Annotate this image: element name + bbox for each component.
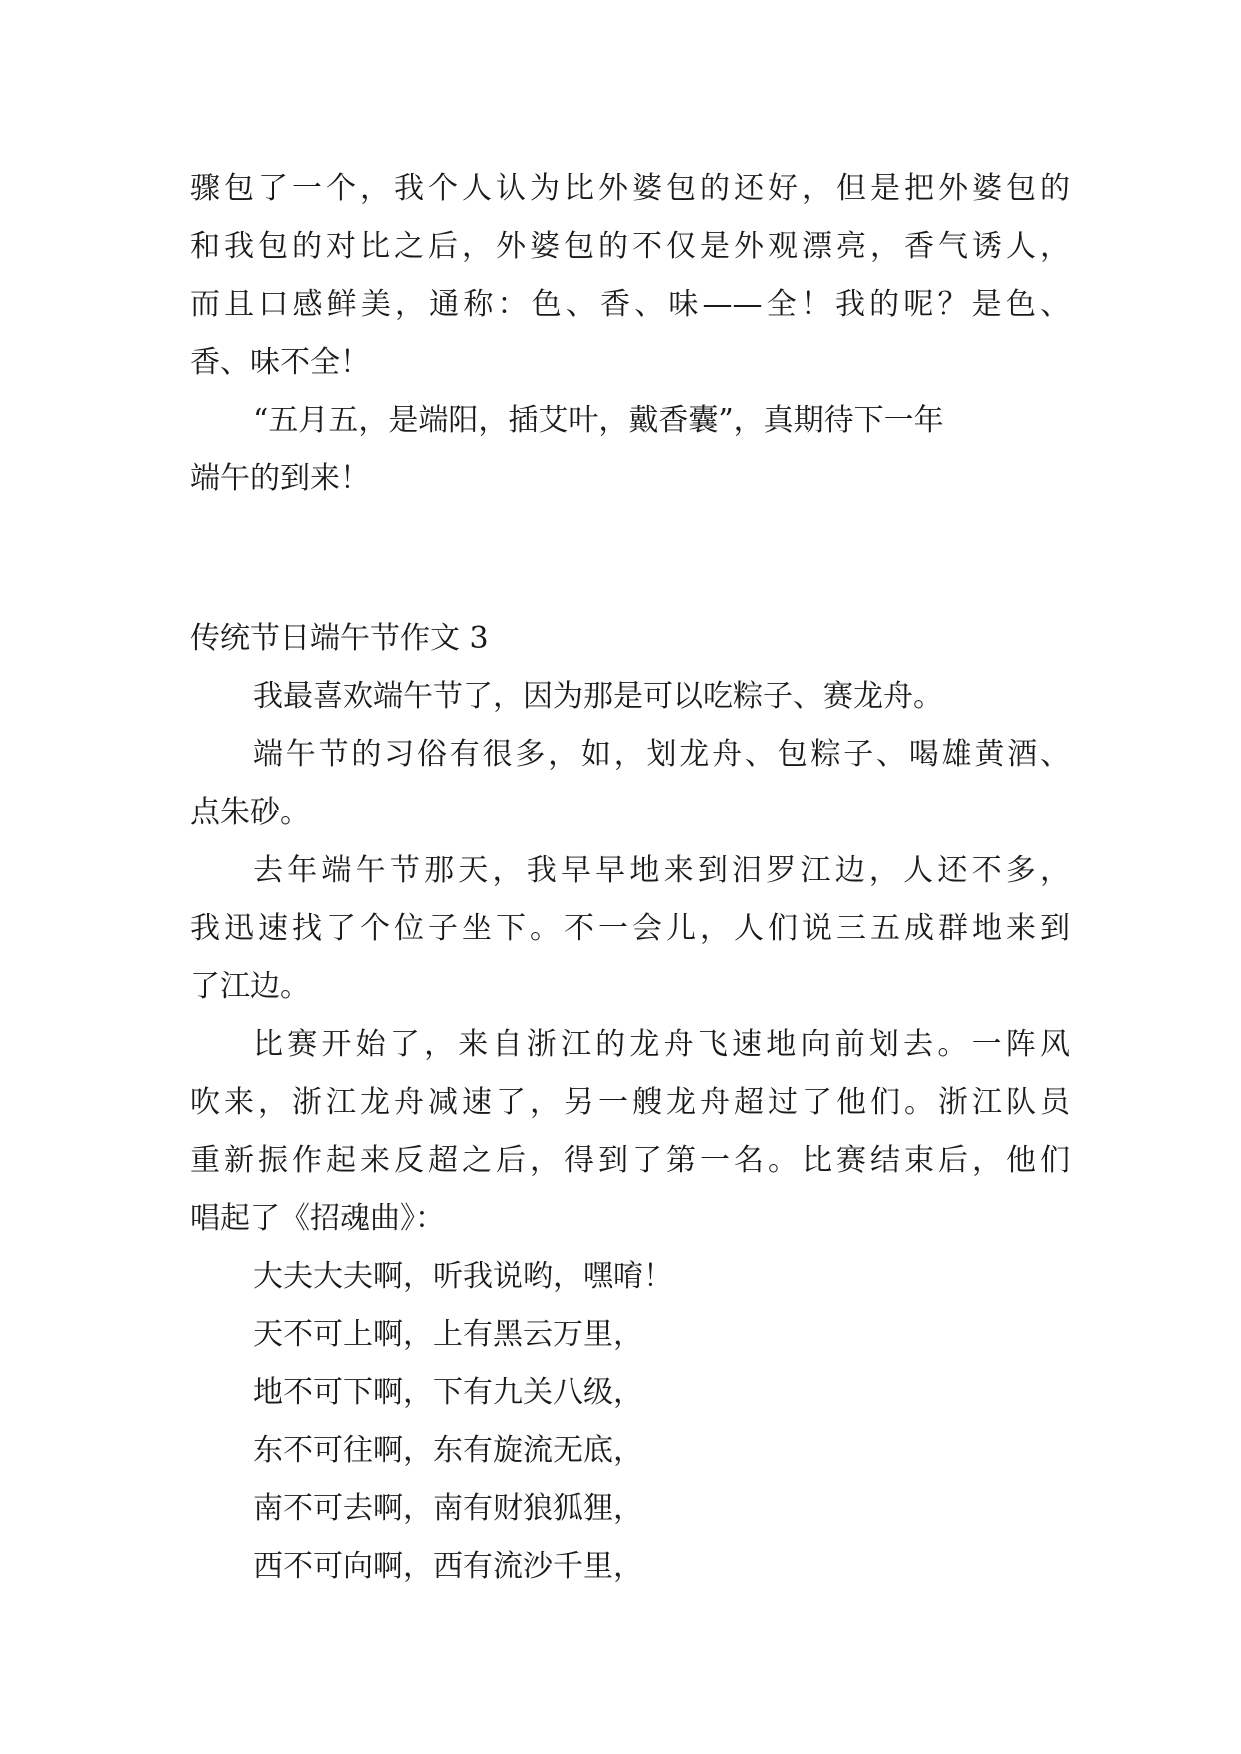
text-line: 了江边。 — [190, 969, 310, 1004]
text-line: “五月五，是端阳，插艾叶，戴香囊”，真期待下一年 — [253, 403, 944, 438]
text-line: 吹来，浙江龙舟减速了，另一艘龙舟超过了他们。浙江队员 — [190, 1085, 1070, 1120]
paragraph-1 — [190, 668, 1070, 726]
lyric-line: 东不可往啊，东有旋流无底， — [253, 1433, 643, 1468]
text-line: 和我包的对比之后，外婆包的不仅是外观漂亮，香气诱人， — [190, 229, 1070, 264]
lyric-line: 西不可向啊，西有流沙千里， — [253, 1549, 643, 1584]
song-lyrics — [190, 1248, 1070, 1596]
intro-paragraph — [190, 160, 1070, 392]
text-line: 点朱砂。 — [190, 795, 310, 830]
text-line: 我迅速找了个位子坐下。不一会儿，人们说三五成群地来到 — [190, 911, 1070, 946]
paragraph-4 — [190, 1016, 1070, 1248]
lyric-line: 南不可去啊，南有财狼狐狸， — [253, 1491, 643, 1526]
text-line: 重新振作起来反超之后，得到了第一名。比赛结束后，他们 — [190, 1143, 1070, 1178]
closing-paragraph — [190, 392, 1070, 508]
text-line: 比赛开始了，来自浙江的龙舟飞速地向前划去。一阵风 — [253, 1027, 1070, 1062]
text-line: 唱起了《招魂曲》： — [190, 1201, 445, 1236]
section-title: 传统节日端午节作文 3 — [190, 621, 489, 656]
section-spacer — [190, 508, 1070, 610]
text-line: 我最喜欢端午节了，因为那是可以吃粽子、赛龙舟。 — [253, 679, 943, 714]
text-line: 而且口感鲜美，通称：色、香、味——全！我的呢？是色、 — [190, 287, 1070, 322]
paragraph-2 — [190, 726, 1070, 842]
text-line: 骤包了一个，我个人认为比外婆包的还好，但是把外婆包的 — [190, 171, 1070, 206]
text-line: 香、味不全！ — [190, 345, 370, 380]
text-line: 去年端午节那天，我早早地来到汨罗江边，人还不多， — [253, 853, 1070, 888]
paragraph-3 — [190, 842, 1070, 1016]
article-body — [190, 160, 1070, 1596]
lyric-line: 天不可上啊，上有黑云万里， — [253, 1317, 643, 1352]
text-line: 端午节的习俗有很多，如，划龙舟、包粽子、喝雄黄酒、 — [253, 737, 1070, 772]
lyric-line: 地不可下啊，下有九关八级， — [253, 1375, 643, 1410]
lyric-line: 大夫大夫啊，听我说哟，嘿唷！ — [253, 1259, 673, 1294]
text-line: 端午的到来！ — [190, 461, 370, 496]
